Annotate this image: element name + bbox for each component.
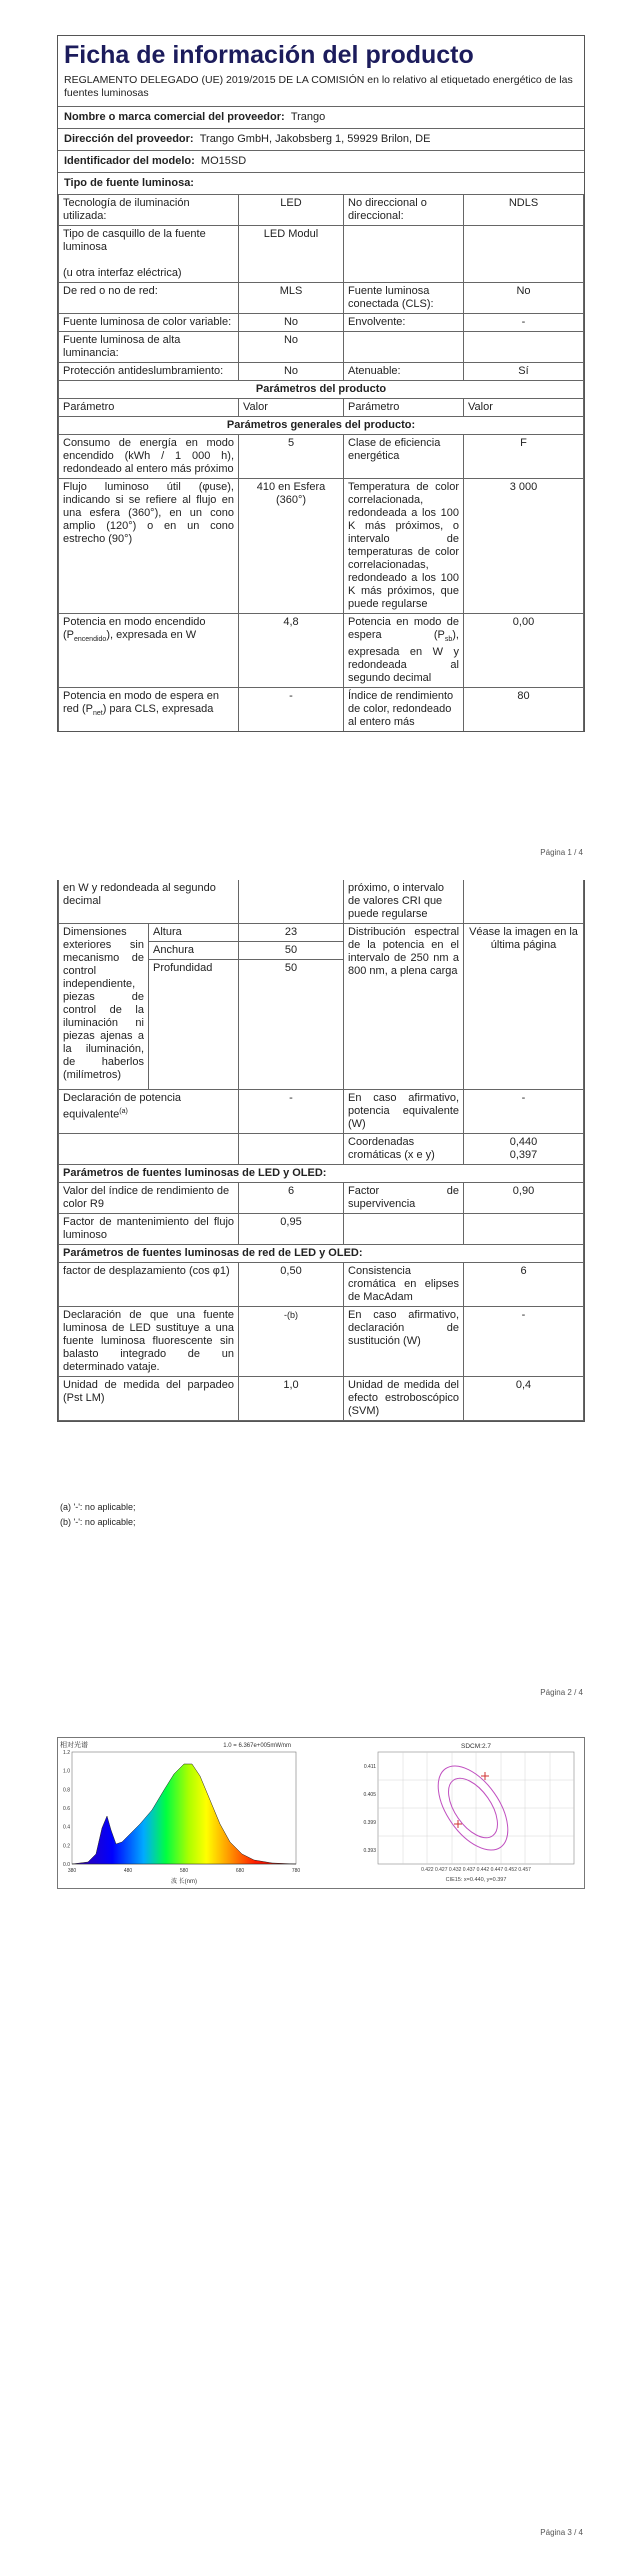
cell-label: Clase de eficiencia energética xyxy=(344,435,464,479)
spectrum-y-tick: 0.4 xyxy=(63,1824,70,1831)
col-header-param: Parámetro xyxy=(344,399,464,417)
table-row xyxy=(59,1165,584,1183)
regulation-text: REGLAMENTO DELEGADO (UE) 2019/2015 DE LA COMISIÓN en lo relativo al etiquetado energético de las fuentes luminosas xyxy=(58,72,584,107)
cell-empty xyxy=(464,332,584,363)
cell-value: - xyxy=(239,1090,344,1134)
chromaticity-y-tick: 0.411 xyxy=(363,1764,376,1770)
cell-label: Temperatura de color correlacionada, redondeada a los 100 K más próximos, o intervalo de temperaturas de color correlacionadas, redondeado a los 100 K más próximos, que puede regularse xyxy=(344,479,464,614)
spectrum-x-ticks xyxy=(68,1868,301,1874)
cell-value: - xyxy=(239,688,344,732)
spectrum-title: 相对光谱 xyxy=(60,1742,88,1749)
cell-value: 0,95 xyxy=(239,1214,344,1245)
cell-label: próximo, o intervalo de valores CRI que puede regularse xyxy=(344,880,464,924)
table-row xyxy=(59,314,584,332)
supplier-value: Trango xyxy=(290,111,326,123)
supplier-label: Nombre o marca comercial del proveedor: xyxy=(64,111,285,123)
cell-label: De red o no de red: xyxy=(59,283,239,314)
footnotes xyxy=(60,1500,135,1530)
cell-empty xyxy=(464,226,584,283)
cell-value: No xyxy=(464,283,584,314)
cell-value: No xyxy=(239,332,344,363)
cell-value: No xyxy=(239,314,344,332)
section-header: Parámetros de fuentes luminosas de red de LED y OLED: xyxy=(59,1245,584,1263)
cell-value: MLS xyxy=(239,283,344,314)
cell-empty xyxy=(464,880,584,924)
dim-width-value: 50 xyxy=(239,942,344,960)
cell-label: Protección antideslumbramiento: xyxy=(59,363,239,381)
cell-label: Valor del índice de rendimiento de color R9 xyxy=(59,1183,239,1214)
spectrum-x-tick: 580 xyxy=(179,1868,189,1874)
cell-value: LED xyxy=(239,195,344,226)
cell-label: Unidad de medida del efecto estroboscópico (SVM) xyxy=(344,1377,464,1421)
footnote-b: (b) '-': no aplicable; xyxy=(60,1517,136,1527)
footnote-a: (a) '-': no aplicable; xyxy=(60,1502,136,1512)
cell-value: 0,00 xyxy=(464,614,584,688)
table-row xyxy=(59,381,584,399)
page-number: Página 3 / 4 xyxy=(540,2528,583,2537)
spectrum-x-tick: 780 xyxy=(291,1868,301,1874)
dim-height-value: 23 xyxy=(239,924,344,942)
cell-label: Atenuable: xyxy=(344,363,464,381)
dim-depth-label: Profundidad xyxy=(149,960,239,1090)
col-header-value: Valor xyxy=(239,399,344,417)
cell-value: 6 xyxy=(239,1183,344,1214)
cell-label: Factor de mantenimiento del flujo luminoso xyxy=(59,1214,239,1245)
cell-empty xyxy=(344,332,464,363)
cell-label: En caso afirmativo, potencia equivalente (W) xyxy=(344,1090,464,1134)
cell-label: Potencia en modo encendido $(P_{encendido})$, expresada en W xyxy=(59,614,239,688)
table-row xyxy=(59,226,584,283)
chromaticity-grid xyxy=(378,1752,574,1864)
cell-label: Declaración de potencia equivalente$^{(a)}$ xyxy=(59,1090,239,1134)
col-header-value: Valor xyxy=(464,399,584,417)
spectrum-y-tick: 1.0 xyxy=(63,1768,70,1775)
cell-value: 0,90 xyxy=(464,1183,584,1214)
table-row xyxy=(59,195,584,226)
chromaticity-x-ticks: 0.422 0.427 0.432 0.437 0.442 0.447 0.452 0.457 xyxy=(421,1867,531,1873)
cell-empty xyxy=(239,1134,344,1165)
source-type-table xyxy=(58,194,584,731)
spectrum-y-tick: 0.2 xyxy=(63,1843,70,1850)
cell-empty xyxy=(464,1214,584,1245)
page2-frame xyxy=(57,880,585,1422)
cell-label: Factor de supervivencia xyxy=(344,1183,464,1214)
address-value: Trango GmbH, Jakobsberg 1, 59929 Brilon, DE xyxy=(199,133,431,145)
spectrum-x-tick: 380 xyxy=(67,1868,77,1874)
table-row xyxy=(59,363,584,381)
cell-value: 0,4 xyxy=(464,1377,584,1421)
cell-value: No xyxy=(239,363,344,381)
dim-height-label: Altura xyxy=(149,924,239,942)
col-header-param: Parámetro xyxy=(59,399,239,417)
cell-label: Envolvente: xyxy=(344,314,464,332)
table-row xyxy=(59,1090,584,1134)
address-label: Dirección del proveedor: xyxy=(64,133,194,145)
dim-depth-value: 50 xyxy=(239,960,344,1090)
cell-label: Declaración de que una fuente luminosa de LED sustituye a una fuente luminosa fluorescente sin balasto integrado de un determinado vataje. xyxy=(59,1307,239,1377)
table-row xyxy=(59,1245,584,1263)
cell-label: Consistencia cromática en elipses de MacAdam xyxy=(344,1263,464,1307)
section-header: Parámetros de fuentes luminosas de LED y OLED: xyxy=(59,1165,584,1183)
cell-empty xyxy=(239,880,344,924)
address-row xyxy=(58,129,584,151)
chromaticity-y-tick: 0.399 xyxy=(363,1820,376,1826)
cell-value: LED Modul xyxy=(239,226,344,283)
chromaticity-y-tick: 0.393 xyxy=(363,1848,376,1854)
table-row xyxy=(59,417,584,435)
cell-label: En caso afirmativo, declaración de sustitución (W) xyxy=(344,1307,464,1377)
model-row xyxy=(58,151,584,173)
sdcm-title: SDCM:2.7 xyxy=(461,1743,491,1750)
cell-label: No direccional o direccional: xyxy=(344,195,464,226)
model-label: Identificador del modelo: xyxy=(64,155,195,167)
table-row xyxy=(59,924,584,942)
cell-value: 5 xyxy=(239,435,344,479)
table-row xyxy=(59,435,584,479)
table-row xyxy=(59,614,584,688)
model-value: MO15SD xyxy=(200,155,247,167)
cell-value: - xyxy=(464,1307,584,1377)
params-table-continued xyxy=(58,880,584,1421)
section-header: Parámetros generales del producto: xyxy=(59,417,584,435)
cell-label: Potencia en modo de espera en red $(P_{net})$ para CLS, expresada xyxy=(59,688,239,732)
dim-width-label: Anchura xyxy=(149,942,239,960)
cell-label: factor de desplazamiento (cos φ1) xyxy=(59,1263,239,1307)
cell-value: 80 xyxy=(464,688,584,732)
cell-value: Véase la imagen en la última página xyxy=(464,924,584,1090)
spectrum-y-tick: 0.0 xyxy=(63,1862,70,1868)
cell-label: Fuente luminosa de color variable: xyxy=(59,314,239,332)
document-title: Ficha de información del producto xyxy=(64,41,474,69)
table-row xyxy=(59,332,584,363)
cell-label: Unidad de medida del parpadeo (Pst LM) xyxy=(59,1377,239,1421)
cell-label: Dimensiones exteriores sin mecanismo de control independiente, piezas de control de la iluminación ni piezas ajenas a la iluminación, de haberlos (milímetros) xyxy=(59,924,149,1090)
page-number: Página 1 / 4 xyxy=(540,848,583,857)
cell-label: Consumo de energía en modo encendido (kWh / 1 000 h), redondeado al entero más próximo xyxy=(59,435,239,479)
table-row xyxy=(59,880,584,924)
cell-value: 0,50 xyxy=(239,1263,344,1307)
spectrum-area xyxy=(72,1764,296,1864)
cell-value: 1,0 xyxy=(239,1377,344,1421)
table-row xyxy=(59,1183,584,1214)
source-type-header: Tipo de fuente luminosa: xyxy=(64,177,194,189)
spectrum-y-tick: 0.8 xyxy=(63,1787,70,1794)
cell-label: Tipo de casquillo de la fuente luminosa (u otra interfaz eléctrica) xyxy=(59,226,239,283)
table-row xyxy=(59,1214,584,1245)
table-row xyxy=(59,399,584,417)
cell-value: -(b) xyxy=(239,1307,344,1377)
cell-value: 4,8 xyxy=(239,614,344,688)
cell-value: 6 xyxy=(464,1263,584,1307)
spectrum-y-tick: 0.6 xyxy=(63,1806,70,1812)
spectrum-and-chromaticity-graphs xyxy=(58,1738,584,1888)
cell-value: 410 en Esfera (360°) xyxy=(239,479,344,614)
table-row xyxy=(59,1263,584,1307)
section-header: Parámetros del producto xyxy=(59,381,584,399)
cell-value: Sí xyxy=(464,363,584,381)
cell-value: 3 000 xyxy=(464,479,584,614)
page-number: Página 2 / 4 xyxy=(540,1688,583,1697)
table-row xyxy=(59,1307,584,1377)
table-row xyxy=(59,1377,584,1421)
table-row xyxy=(59,688,584,732)
cell-empty xyxy=(344,226,464,283)
chromaticity-y-tick: 0.405 xyxy=(363,1792,376,1798)
cell-label: Índice de rendimiento de color, redondeado al entero más xyxy=(344,688,464,732)
cell-label: Distribución espectral de la potencia en el intervalo de 250 nm a 800 nm, a plena carga xyxy=(344,924,464,1090)
spectrum-x-tick: 480 xyxy=(123,1868,133,1874)
cell-label: Flujo luminoso útil (φuse), indicando si se refiere al flujo en una esfera (360°), en un cono amplio (120°) o en un cono estrecho (90°) xyxy=(59,479,239,614)
cell-label: Potencia en modo de espera $(P_{sb})$, expresada en W y redondeada al segundo decimal xyxy=(344,614,464,688)
cell-value: - xyxy=(464,1090,584,1134)
cell-value: NDLS xyxy=(464,195,584,226)
spectrum-y-tick: 1.2 xyxy=(63,1750,70,1756)
cell-value: F xyxy=(464,435,584,479)
graphs-frame xyxy=(57,1737,585,1889)
cell-value: - xyxy=(464,314,584,332)
chromaticity-caption: CIE15: x=0.440, y=0.397 xyxy=(445,1877,507,1883)
cell-label: Fuente luminosa de alta luminancia: xyxy=(59,332,239,363)
table-row xyxy=(59,479,584,614)
cell-label: Tecnología de iluminación utilizada: xyxy=(59,195,239,226)
table-row xyxy=(59,1134,584,1165)
chromaticity-y-ticks xyxy=(363,1764,376,1854)
cell-label: en W y redondeada al segundo decimal xyxy=(59,880,239,924)
spectrum-info: 1.0 = 6.367e+005mW/nm xyxy=(223,1743,291,1749)
cell-empty xyxy=(59,1134,239,1165)
cell-label: Fuente luminosa conectada (CLS): xyxy=(344,283,464,314)
page1-frame xyxy=(57,35,585,732)
spectrum-x-tick: 680 xyxy=(235,1868,245,1874)
cell-empty xyxy=(344,1214,464,1245)
table-row xyxy=(59,283,584,314)
supplier-row xyxy=(58,107,584,129)
spectrum-y-ticks xyxy=(63,1750,70,1868)
cell-value: 0,440 0,397 xyxy=(464,1134,584,1165)
spectrum-x-label: 波 长(nm) xyxy=(171,1879,197,1885)
cell-label: Coordenadas cromáticas (x e y) xyxy=(344,1134,464,1165)
